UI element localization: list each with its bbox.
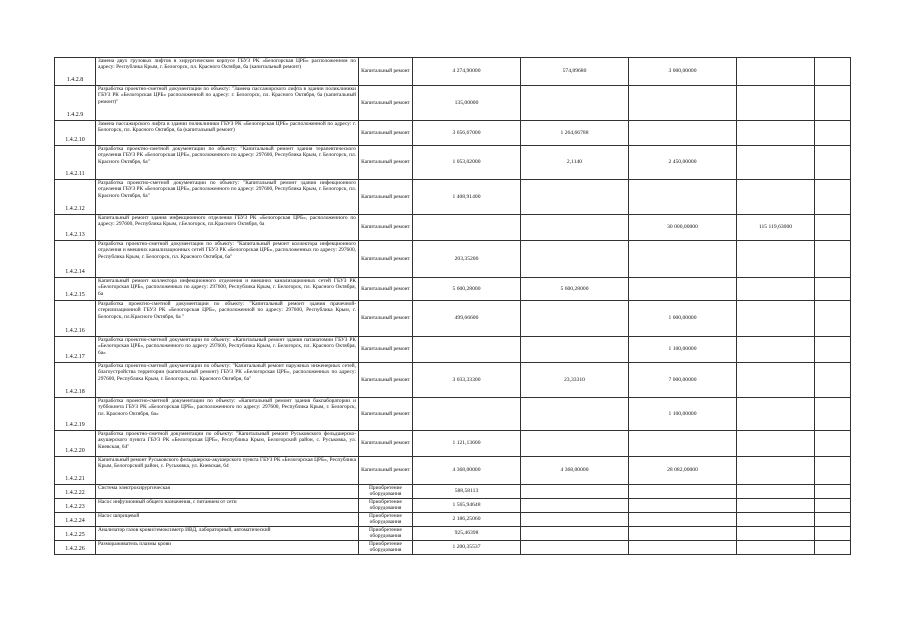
row-code: 1.4.2.26: [55, 540, 96, 554]
row-amount-4: [737, 485, 815, 499]
row-amount-3: [629, 498, 737, 512]
row-amount-4: 115 119,63000: [737, 215, 815, 241]
row-description: Разработка проектно-сметной документации по объекту: "Капитальный ремонт здания инфекционного отделения ГБУЗ РК «Белогорская ЦРБ», расположенного по адресу: 297600, Республика Крым, г. Белогорск, пл. Красного Октября, 6а": [96, 180, 359, 215]
table-row: [55, 301, 851, 337]
row-amount-3: [629, 278, 737, 301]
row-description: Разработка проектно-сметной документации по объекту: «Капитальный ремонт здания патанатомии ГБУЗ РК «Белогорская ЦРБ», расположенного по адресу 297600, Республика Крым, г. Белогорск, пл. Красного Октября, 6а»: [96, 337, 359, 363]
row-amount-2: [521, 86, 629, 121]
row-amount-2: 2,1140: [521, 146, 629, 180]
budget-table: [54, 57, 851, 555]
row-amount-1: [413, 398, 521, 431]
row-amount-4: [737, 278, 815, 301]
row-amount-3: [629, 86, 737, 121]
row-code: 1.4.2.25: [55, 526, 96, 540]
row-amount-4: [737, 457, 815, 485]
row-code: 1.4.2.18: [55, 363, 96, 398]
row-amount-3: 1 100,00000: [629, 337, 737, 363]
row-description: Капитальный ремонт здания инфекционного отделения ГБУЗ РК «Белогорская ЦРБ», расположенного по адресу: 297600, Республика Крым, г.Белогорск, пл.Красного Октября, 6а: [96, 215, 359, 241]
row-amount-4: [737, 301, 815, 337]
table-row: [55, 498, 851, 512]
row-amount-1: 4 368,00000: [413, 457, 521, 485]
row-code: 1.4.2.23: [55, 498, 96, 512]
row-amount-3: 1 100,00000: [629, 398, 737, 431]
row-amount-2: 23,33310: [521, 363, 629, 398]
table-row: [55, 398, 851, 431]
table-row: [55, 540, 851, 554]
row-amount-1: 3 033,33300: [413, 363, 521, 398]
table-row: [55, 278, 851, 301]
row-amount-4: [737, 337, 815, 363]
table-row: [55, 337, 851, 363]
row-work-type: Капитальный ремонт: [359, 457, 413, 485]
row-amount-1: 925,46398: [413, 526, 521, 540]
row-work-type: Капитальный ремонт: [359, 431, 413, 457]
row-amount-3: [629, 485, 737, 499]
table-row: [55, 58, 851, 86]
row-work-type: Приобретение оборудования: [359, 512, 413, 526]
row-amount-4: [737, 398, 815, 431]
row-description: Насос инфузионный общего назначения, с питанием от сети: [96, 498, 359, 512]
row-amount-5: [815, 180, 851, 215]
row-description: Система электрохирургическая: [96, 485, 359, 499]
row-amount-5: [815, 363, 851, 398]
table-row: [55, 241, 851, 278]
row-description: Анализатор газов крови/гемоксиметр ИВД, лабораторный, автоматический: [96, 526, 359, 540]
row-amount-1: 1 200,35537: [413, 540, 521, 554]
row-amount-5: [815, 526, 851, 540]
row-amount-3: [629, 180, 737, 215]
row-amount-1: 5 600,28000: [413, 278, 521, 301]
row-amount-5: [815, 301, 851, 337]
row-amount-4: [737, 180, 815, 215]
row-amount-3: 30 000,00000: [629, 215, 737, 241]
row-code: 1.4.2.11: [55, 146, 96, 180]
row-description: Капитальный ремонт коллектора инфекционного отделения и внешних канализационных сетей ГБУЗ РК «Белогорская ЦРБ», расположенных по адресу: 297600, Республика Крым, г. Белогорск, пл. Красного Октября, 6а: [96, 278, 359, 301]
row-code: 1.4.2.24: [55, 512, 96, 526]
row-work-type: Капитальный ремонт: [359, 398, 413, 431]
row-amount-2: [521, 526, 629, 540]
row-amount-4: [737, 58, 815, 86]
row-amount-4: [737, 540, 815, 554]
row-amount-5: [815, 215, 851, 241]
row-amount-1: 1 121,13600: [413, 431, 521, 457]
row-amount-3: [629, 241, 737, 278]
row-code: 1.4.2.14: [55, 241, 96, 278]
table-row: [55, 215, 851, 241]
row-amount-3: 1 000,00000: [629, 301, 737, 337]
row-amount-5: [815, 457, 851, 485]
row-amount-1: 499,66600: [413, 301, 521, 337]
row-code: 1.4.2.22: [55, 485, 96, 499]
row-amount-5: [815, 498, 851, 512]
row-work-type: Приобретение оборудования: [359, 540, 413, 554]
row-amount-3: [629, 121, 737, 146]
row-amount-3: [629, 431, 737, 457]
row-amount-2: [521, 241, 629, 278]
row-amount-2: [521, 498, 629, 512]
row-amount-2: 574,89680: [521, 58, 629, 86]
row-amount-1: 1 408,91400: [413, 180, 521, 215]
table-row: [55, 86, 851, 121]
row-amount-2: [521, 512, 629, 526]
row-description: Разработка проектно-сметной документации по объекту: "Капитальный ремонт здания прачечной-стерилизационной ГБУЗ РК «Белогорская ЦРБ», расположенной по адресу: 297600, Республика Крым, г. Белогорск, пл.Красного Октября, 6а ": [96, 301, 359, 337]
row-description: Разработка проектно-сметной документации по объекту: «Капитальный ремонт здания бакпаборатории и туббокнета ГБУЗ РК «Белогорская ЦРБ», расположенного по адресу: 297600, Республика Крым, г. Белогорск, пл. Красного Октября, 6а»: [96, 398, 359, 431]
row-code: 1.4.2.20: [55, 431, 96, 457]
row-work-type: Капитальный ремонт: [359, 301, 413, 337]
row-code: 1.4.2.12: [55, 180, 96, 215]
row-amount-4: [737, 431, 815, 457]
row-code: 1.4.2.21: [55, 457, 96, 485]
row-code: 1.4.2.13: [55, 215, 96, 241]
row-amount-1: 4 274,90000: [413, 58, 521, 86]
row-work-type: Капитальный ремонт: [359, 86, 413, 121]
row-amount-5: [815, 86, 851, 121]
row-description: Разработка проектно-сметной документации по объекту: "Капитальный ремонт Руськовского фельдшерско-акушерского пункта ГБУЗ РК «Белогорская ЦРБ», Республика Крым, Белогорский район, с. Руськовка, ул. Киевская, 64": [96, 431, 359, 457]
row-code: 1.4.2.9: [55, 86, 96, 121]
row-amount-2: [521, 301, 629, 337]
row-amount-1: 3 656,67000: [413, 121, 521, 146]
table-row: [55, 363, 851, 398]
row-amount-5: [815, 398, 851, 431]
row-description: Разработка проектно-сметной документации по объекту: "Капитальный ремонт здания терапевтического отделения ГБУЗ РК «Белогорская ЦРБ», расположенного по адресу: 297600, Республика Крым, г. Белогорск, пл. Красного Октября, 6а": [96, 146, 359, 180]
row-description: Разработка проектно-сметной документации по объекту: "Капитальный ремонт коллектора инфекционного отделения и внешних канализационных сетей ГБУЗ РК «Белогорская ЦРБ», расположенных по адресу: 297600, Республика Крым, г. Белогорск, пл. Красного Октября, 6а": [96, 241, 359, 278]
row-amount-5: [815, 512, 851, 526]
row-amount-1: [413, 337, 521, 363]
table-row: [55, 457, 851, 485]
row-amount-1: 1 053,02000: [413, 146, 521, 180]
row-description: Разработка проектно-сметной документации по объекту: "Замена пассажирского лифта в здании поликлиники ГБУЗ РК «Белогорская ЦРБ» расположенной по адресу: г. Белогорск, пл. Красного Октября, 6а (капитальный ремонт)": [96, 86, 359, 121]
row-work-type: Приобретение оборудования: [359, 485, 413, 499]
table-row: [55, 485, 851, 499]
row-description: Размораживатель плазмы крови: [96, 540, 359, 554]
row-amount-3: [629, 512, 737, 526]
row-amount-5: [815, 58, 851, 86]
row-amount-5: [815, 431, 851, 457]
row-amount-5: [815, 540, 851, 554]
row-amount-2: 5 600,28000: [521, 278, 629, 301]
row-work-type: Капитальный ремонт: [359, 121, 413, 146]
row-amount-1: 135,00000: [413, 86, 521, 121]
table-row: [55, 121, 851, 146]
row-amount-4: [737, 363, 815, 398]
row-work-type: Капитальный ремонт: [359, 241, 413, 278]
row-amount-4: [737, 526, 815, 540]
row-amount-2: [521, 180, 629, 215]
row-work-type: Капитальный ремонт: [359, 180, 413, 215]
row-amount-3: 3 000,00000: [629, 58, 737, 86]
row-amount-2: [521, 337, 629, 363]
row-code: 1.4.2.15: [55, 278, 96, 301]
row-code: 1.4.2.10: [55, 121, 96, 146]
row-amount-2: [521, 485, 629, 499]
row-amount-3: [629, 526, 737, 540]
row-work-type: Капитальный ремонт: [359, 337, 413, 363]
row-amount-1: 203,35200: [413, 241, 521, 278]
row-work-type: Капитальный ремонт: [359, 215, 413, 241]
table-row: [55, 512, 851, 526]
table-row: [55, 180, 851, 215]
row-amount-3: 28 082,00000: [629, 457, 737, 485]
row-amount-2: 4 368,00000: [521, 457, 629, 485]
row-amount-4: [737, 498, 815, 512]
row-amount-5: [815, 485, 851, 499]
row-description: Замена пассажирского лифта в здании поликлиники ГБУЗ РК «Белогорская ЦРБ» расположенной по адресу: г. Белогорск, пл. Красного Октября, 6а (капитальный ремонт): [96, 121, 359, 146]
row-amount-2: [521, 215, 629, 241]
row-work-type: Капитальный ремонт: [359, 363, 413, 398]
row-work-type: Капитальный ремонт: [359, 146, 413, 180]
row-amount-3: 2 450,00000: [629, 146, 737, 180]
row-amount-2: [521, 431, 629, 457]
row-code: 1.4.2.19: [55, 398, 96, 431]
row-description: Капитальный ремонт Руськовского фельдшерско-акушерского пункта ГБУЗ РК «Белогорская ЦРБ», Республика Крым, Белогорский район, с. Руськовка, ул. Киевская, 64: [96, 457, 359, 485]
row-amount-4: [737, 146, 815, 180]
row-amount-1: 1 565,94648: [413, 498, 521, 512]
row-amount-5: [815, 337, 851, 363]
row-work-type: Капитальный ремонт: [359, 58, 413, 86]
row-amount-2: [521, 540, 629, 554]
row-amount-5: [815, 121, 851, 146]
row-description: Насос шприцевой: [96, 512, 359, 526]
row-work-type: Приобретение оборудования: [359, 526, 413, 540]
row-work-type: Капитальный ремонт: [359, 278, 413, 301]
row-amount-5: [815, 241, 851, 278]
row-amount-4: [737, 512, 815, 526]
row-description: Разработка проектно-сметной документации по объекту: "Капитальный ремонт наружных инженерных сетей, благоустройства территории (капитальный ремонт) ГБУЗ РК «Белогорская ЦРБ», расположенных по адресу: 297600, Республика Крым, г. Белогорск, пл. Красного Октября, 6а": [96, 363, 359, 398]
row-amount-3: 7 000,00000: [629, 363, 737, 398]
row-amount-3: [629, 540, 737, 554]
table-body: [55, 58, 851, 555]
row-code: 1.4.2.17: [55, 337, 96, 363]
row-amount-4: [737, 241, 815, 278]
row-amount-2: 1 264,66788: [521, 121, 629, 146]
table-row: [55, 526, 851, 540]
row-amount-4: [737, 86, 815, 121]
row-amount-5: [815, 146, 851, 180]
row-description: Замена двух грузовых лифтов в хирургическом корпусе ГБУЗ РК «Белогорская ЦРБ» расположенном по адресу: Республика Крым, г. Белогорск, пл. Красного Октября, ба (капитальный ремонт): [96, 58, 359, 86]
row-amount-5: [815, 278, 851, 301]
row-amount-4: [737, 121, 815, 146]
row-amount-1: 2 186,25060: [413, 512, 521, 526]
row-work-type: Приобретение оборудования: [359, 498, 413, 512]
table-row: [55, 431, 851, 457]
row-code: 1.4.2.8: [55, 58, 96, 86]
row-amount-2: [521, 398, 629, 431]
table-row: [55, 146, 851, 180]
row-amount-1: [413, 215, 521, 241]
row-amount-1: 588,58113: [413, 485, 521, 499]
row-code: 1.4.2.16: [55, 301, 96, 337]
